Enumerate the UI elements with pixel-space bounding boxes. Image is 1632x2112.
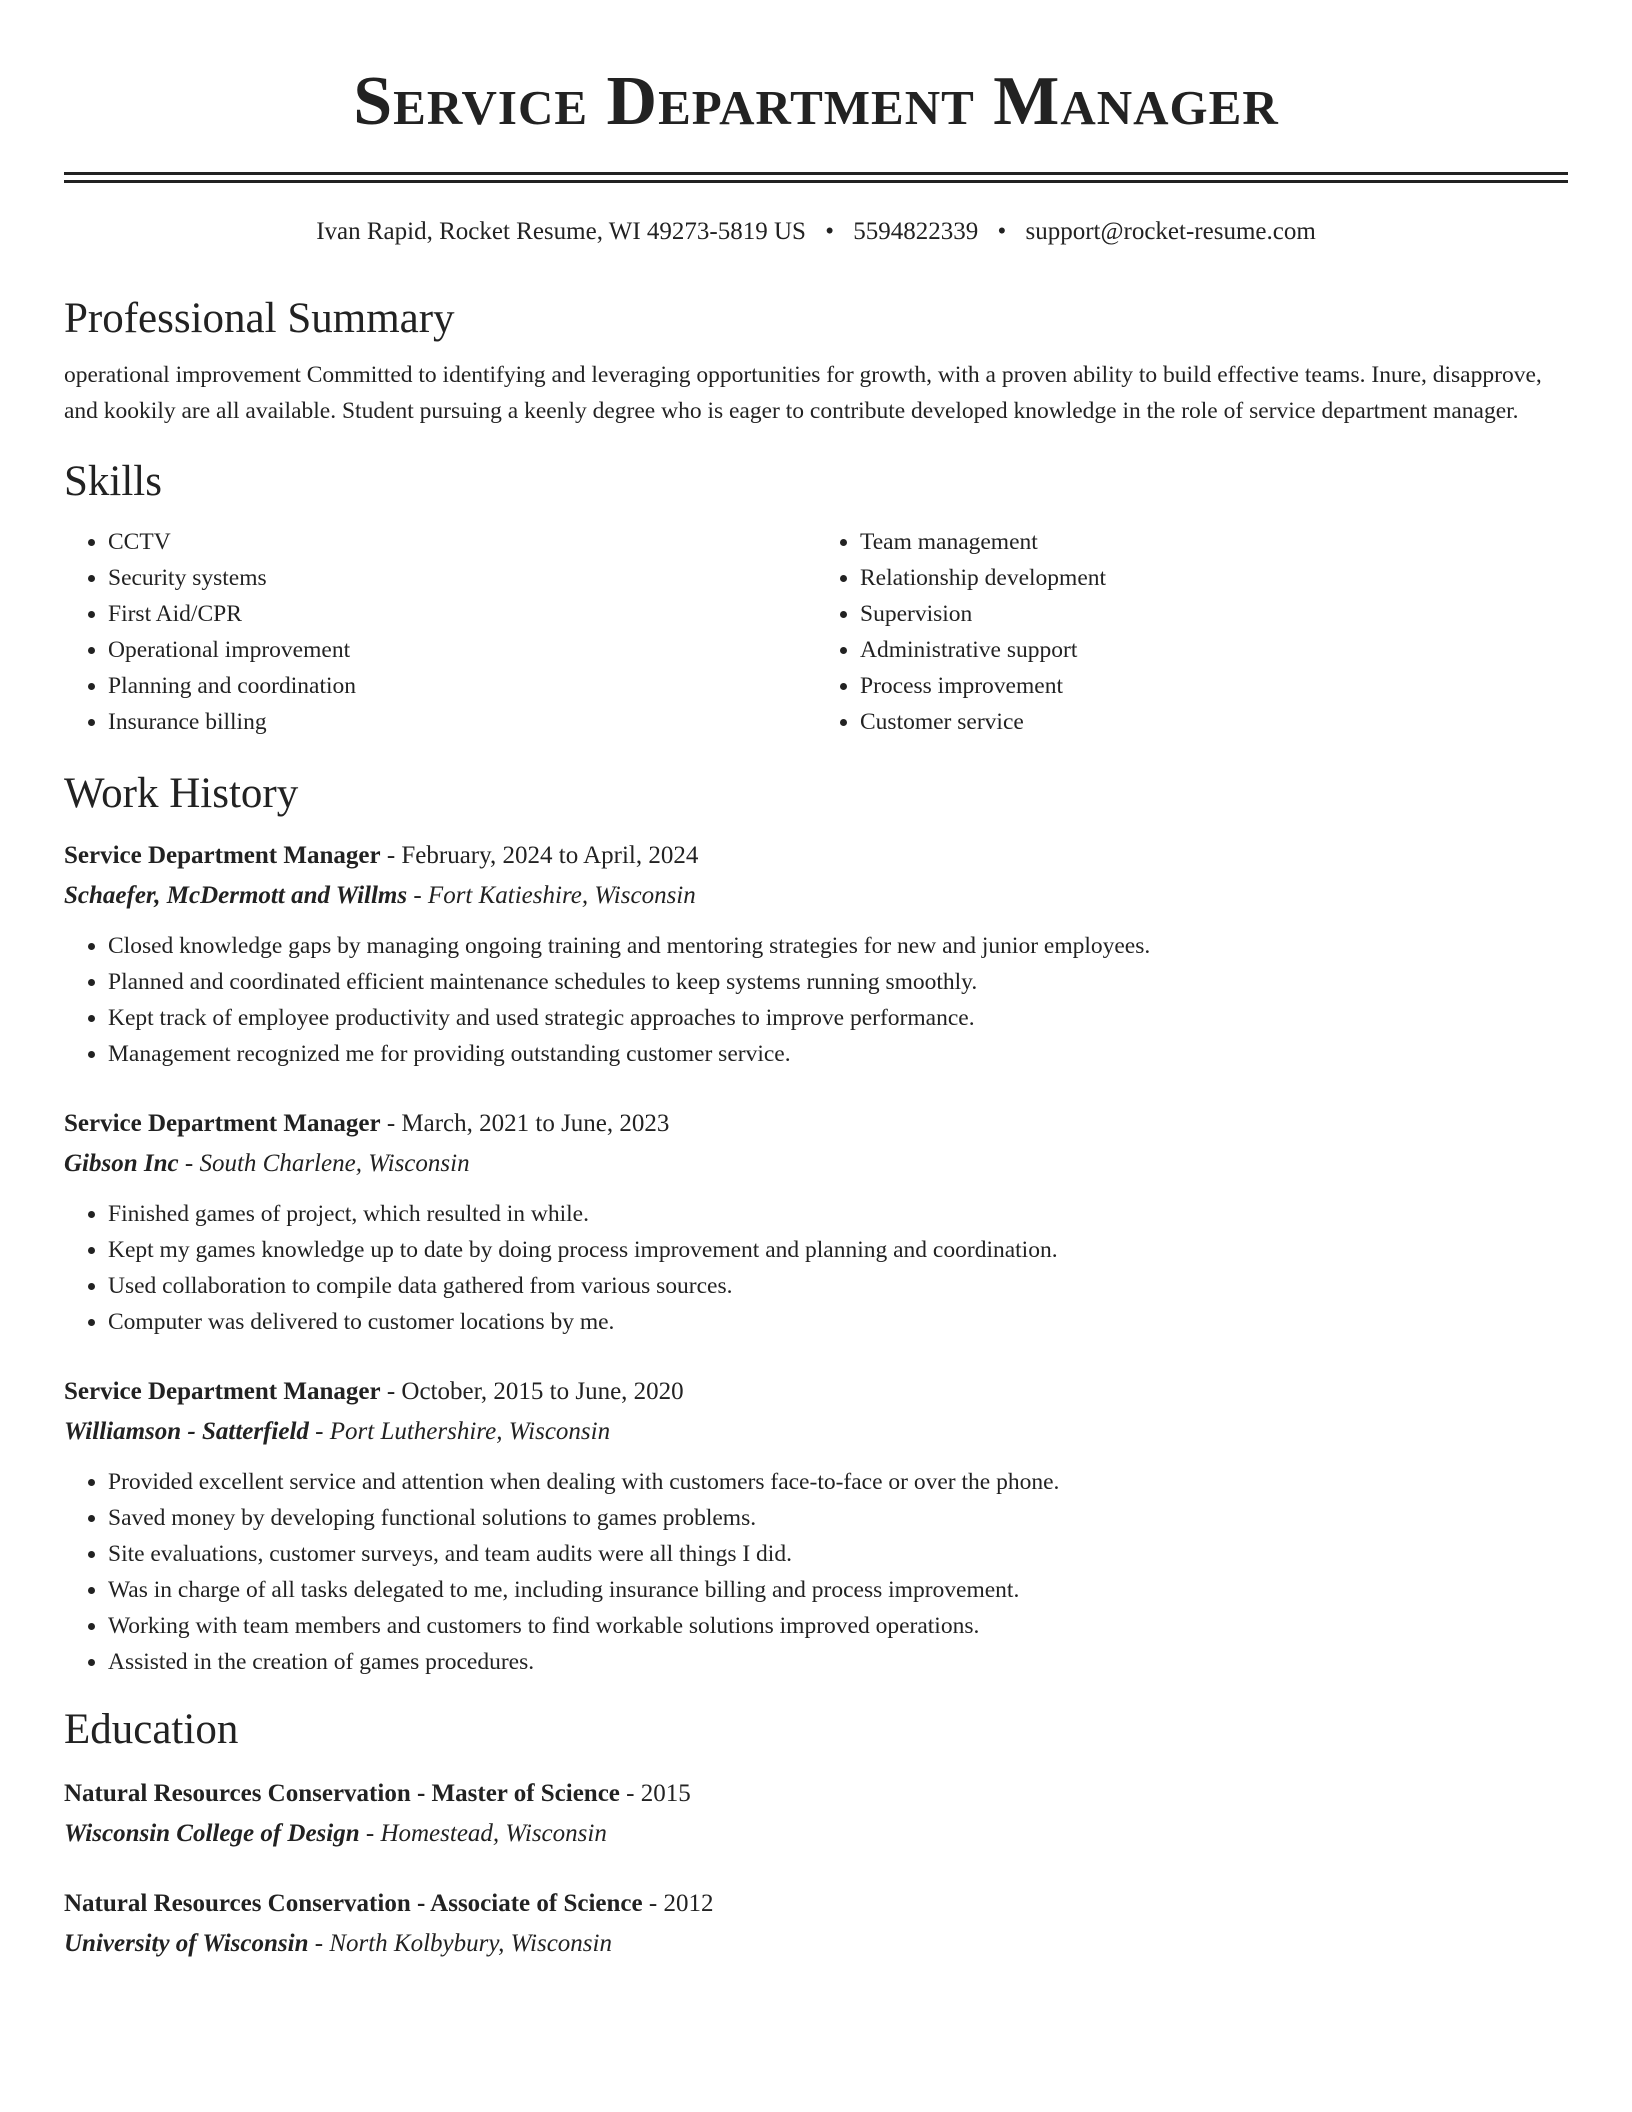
summary-heading: Professional Summary [64, 295, 455, 342]
job-dates: February, 2024 to April, 2024 [401, 842, 699, 869]
education-section [64, 1702, 1568, 1964]
job-bullets [64, 1196, 1568, 1340]
education-entry [64, 1774, 1568, 1854]
school-dash: - [359, 1820, 381, 1847]
job-dash: - [407, 882, 428, 909]
job-bullets [64, 928, 1568, 1072]
title-divider [64, 172, 1568, 183]
skill-item: • Relationship development [860, 560, 1568, 596]
skill-item: • CCTV [108, 524, 816, 560]
job-dash: - [380, 1110, 402, 1137]
contact-address: Ivan Rapid, Rocket Resume, WI 49273-5819 US [316, 218, 806, 245]
job-title-line [64, 836, 1568, 876]
job-bullets [64, 1464, 1568, 1680]
job-bullet: • Kept track of employee productivity and used strategic approaches to improve performance. [108, 1000, 1568, 1036]
work-history-heading: Work History [64, 770, 299, 817]
summary-section [64, 291, 1568, 429]
job-bullet: • Management recognized me for providing outstanding customer service. [108, 1036, 1568, 1072]
contact-separator: • [825, 218, 834, 245]
job-bullet: • Computer was delivered to customer locations by me. [108, 1304, 1568, 1340]
work-history-section [64, 766, 1568, 1680]
school: Wisconsin College of Design [64, 1820, 360, 1847]
skill-item: • Customer service [860, 704, 1568, 740]
job-company-line [64, 1144, 1568, 1184]
job-title: Service Department Manager [64, 842, 381, 869]
skill-item: • Planning and coordination [108, 668, 816, 704]
skills-list-right [816, 524, 1568, 740]
school-line [64, 1814, 1568, 1854]
job-title-line [64, 1104, 1568, 1144]
job-bullet: • Closed knowledge gaps by managing ongoing training and mentoring strategies for new and junior employees. [108, 928, 1568, 964]
contact-email[interactable]: support@rocket-resume.com [1025, 218, 1316, 245]
job-bullet: • Planned and coordinated efficient maintenance schedules to keep systems running smoothly. [108, 964, 1568, 1000]
degree-year: 2012 [663, 1890, 714, 1917]
job-dash: - [308, 1418, 330, 1445]
job-location: Fort Katieshire, Wisconsin [427, 882, 696, 909]
skills-section [64, 454, 1568, 740]
job-dash: - [178, 1150, 200, 1177]
school-dash: - [308, 1930, 330, 1957]
job-bullet: • Was in charge of all tasks delegated to me, including insurance billing and process improvement. [108, 1572, 1568, 1608]
skill-item: • Operational improvement [108, 632, 816, 668]
skill-item: • Administrative support [860, 632, 1568, 668]
education-heading: Education [64, 1706, 239, 1753]
job-company: Schaefer, McDermott and Willms [64, 882, 408, 909]
skill-item: • Process improvement [860, 668, 1568, 704]
job-dash: - [380, 842, 402, 869]
degree-dash: - [619, 1780, 641, 1807]
contact-separator: • [997, 218, 1007, 245]
job-company-line [64, 876, 1568, 916]
job-dash: - [380, 1378, 402, 1405]
job-bullet: • Finished games of project, which resulted in while. [108, 1196, 1568, 1232]
skills-list-left [64, 524, 816, 740]
job-dates: March, 2021 to June, 2023 [401, 1110, 670, 1137]
job-entry [64, 1104, 1568, 1340]
degree-year: 2015 [640, 1780, 691, 1807]
degree-line [64, 1774, 1568, 1814]
skills-columns [64, 524, 1568, 740]
school: University of Wisconsin [64, 1930, 309, 1957]
skill-item: • Supervision [860, 596, 1568, 632]
job-title: Service Department Manager [64, 1378, 381, 1405]
job-bullet: • Assisted in the creation of games procedures. [108, 1644, 1568, 1680]
job-entry [64, 1372, 1568, 1680]
skill-item: • Team management [860, 524, 1568, 560]
contact-phone: 5594822339 [853, 218, 979, 245]
skill-item: • Security systems [108, 560, 816, 596]
job-company-line [64, 1412, 1568, 1452]
job-company: Williamson - Satterfield [64, 1418, 309, 1445]
job-bullet: • Working with team members and customers to find workable solutions improved operations. [108, 1608, 1568, 1644]
education-entry [64, 1884, 1568, 1964]
job-dates: October, 2015 to June, 2020 [401, 1378, 684, 1405]
school-location: North Kolbybury, Wisconsin [329, 1930, 612, 1957]
job-entry [64, 836, 1568, 1072]
skill-item: • Insurance billing [108, 704, 816, 740]
job-bullet: • Site evaluations, customer surveys, and team audits were all things I did. [108, 1536, 1568, 1572]
skills-heading: Skills [64, 458, 162, 505]
degree: Natural Resources Conservation - Associate of Science [64, 1890, 643, 1917]
contact-line [64, 216, 1568, 248]
school-location: Homestead, Wisconsin [380, 1820, 607, 1847]
job-bullet: • Saved money by developing functional solutions to games problems. [108, 1500, 1568, 1536]
page-title: Service Department Manager [353, 63, 1279, 140]
degree-dash: - [642, 1890, 664, 1917]
degree-line [64, 1884, 1568, 1924]
job-title: Service Department Manager [64, 1110, 381, 1137]
job-bullet: • Used collaboration to compile data gathered from various sources. [108, 1268, 1568, 1304]
summary-text: operational improvement Committed to identifying and leveraging opportunities for growth, with a proven ability to build effective teams. Inure, disapprove, and kookily are all available. Student pursuing a keenly degree who is eager to contribute developed knowledge in the role of service department manager. [64, 362, 1542, 424]
job-bullet: • Provided excellent service and attention when dealing with customers face-to-face or over the phone. [108, 1464, 1568, 1500]
school-line [64, 1924, 1568, 1964]
job-location: South Charlene, Wisconsin [199, 1150, 470, 1177]
job-bullet: • Kept my games knowledge up to date by doing process improvement and planning and coordination. [108, 1232, 1568, 1268]
job-company: Gibson Inc [64, 1150, 179, 1177]
skill-item: • First Aid/CPR [108, 596, 816, 632]
degree: Natural Resources Conservation - Master of Science [64, 1780, 620, 1807]
job-title-line [64, 1372, 1568, 1412]
job-location: Port Luthershire, Wisconsin [329, 1418, 611, 1445]
